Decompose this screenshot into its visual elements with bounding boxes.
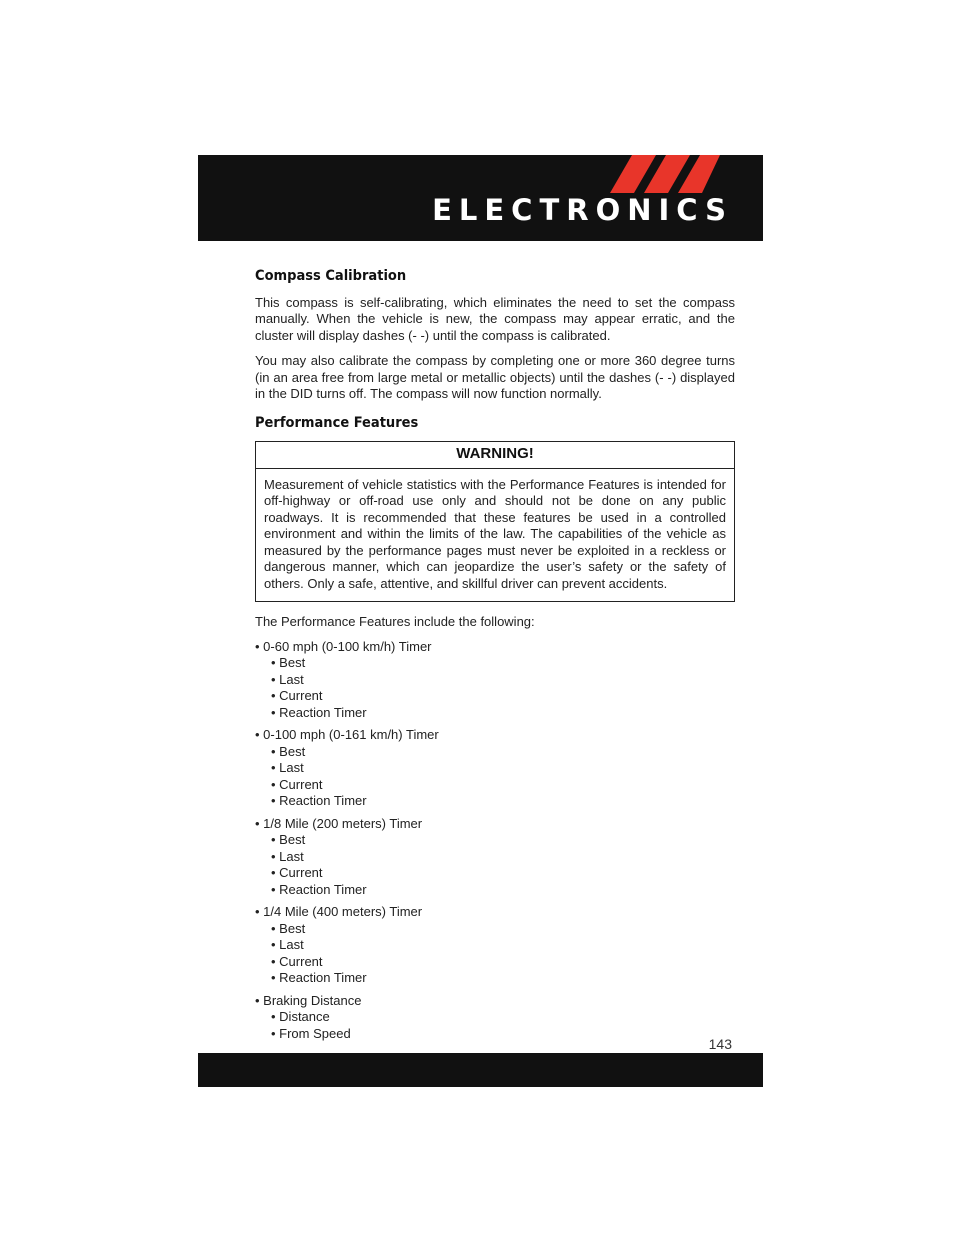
compass-paragraph-2: You may also calibrate the compass by completing one or more 360 degree turns (in an area free from large metal or metallic objects) until the dashes (- -) displayed in the DID turns off. The compass will now function normally. <box>255 353 735 401</box>
warning-box <box>255 441 735 602</box>
feature-subitem: • Reaction Timer <box>271 970 367 985</box>
feature-subitem: • Current <box>271 776 323 792</box>
feature-label: • 0-60 mph (0-100 km/h) Timer <box>255 638 432 654</box>
feature-subitem: • Reaction Timer <box>271 793 367 808</box>
feature-subitem: • Current <box>271 953 323 969</box>
feature-sublist <box>255 655 735 721</box>
feature-label: • Braking Distance <box>255 992 362 1008</box>
feature-item <box>255 727 735 810</box>
feature-subitem: • Best <box>271 743 306 759</box>
feature-subitem: • Last <box>271 937 304 952</box>
feature-item <box>255 639 735 722</box>
compass-paragraph-1: This compass is self-calibrating, which eliminates the need to set the compass manually. When the vehicle is new, the compass may appear erratic, and the cluster will display dashes (- -) until the compass is calibrated. <box>255 294 735 343</box>
warning-text: Measurement of vehicle statistics with the Performance Features is intended for off-highway or off-road use only and should not be done on any public roadways. It is recommended that these features be used in a controlled environment and within the limits of the law. The capabilities of the vehicle as measured by the performance pages must never be exploited in a reckless or dangerous manner, which can jeopardize the user’s safety or the safety of others. Only a safe, attentive, and skillful driver can prevent accidents. <box>264 476 726 591</box>
feature-subitem: • Best <box>271 920 306 936</box>
page-content <box>255 268 735 1048</box>
compass-calibration-heading: Compass Calibration <box>255 268 407 284</box>
feature-subitem: • Best <box>271 832 306 847</box>
feature-subitem: • Last <box>271 671 304 687</box>
feature-sublist <box>255 744 735 810</box>
feature-subitem: • Current <box>271 865 323 880</box>
footer-bar <box>198 1053 763 1087</box>
feature-item <box>255 904 735 987</box>
feature-subitem: • Reaction Timer <box>271 881 367 897</box>
section-header-bar <box>198 155 763 241</box>
feature-item <box>255 993 735 1043</box>
brand-stripes-icon <box>610 155 720 193</box>
feature-subitem: • Current <box>271 688 323 703</box>
feature-subitem: • Distance <box>271 1009 330 1024</box>
feature-list <box>255 639 735 1043</box>
features-intro: The Performance Features include the following: <box>255 614 535 629</box>
page-number: 143 <box>708 1036 732 1052</box>
feature-label: • 1/8 Mile (200 meters) Timer <box>255 815 423 831</box>
feature-subitem: • Last <box>271 848 304 864</box>
feature-subitem: • Last <box>271 760 304 775</box>
warning-title: WARNING! <box>256 442 734 469</box>
feature-sublist <box>255 1009 735 1042</box>
section-title: ELECTRONICS <box>432 193 733 227</box>
performance-features-heading: Performance Features <box>255 414 419 431</box>
feature-label: • 0-100 mph (0-161 km/h) Timer <box>255 727 439 742</box>
feature-subitem: • From Speed <box>271 1025 351 1041</box>
feature-sublist <box>255 921 735 987</box>
feature-item <box>255 816 735 899</box>
feature-subitem: • Reaction Timer <box>271 704 367 720</box>
feature-label: • 1/4 Mile (400 meters) Timer <box>255 904 423 919</box>
feature-sublist <box>255 832 735 898</box>
feature-subitem: • Best <box>271 655 306 670</box>
